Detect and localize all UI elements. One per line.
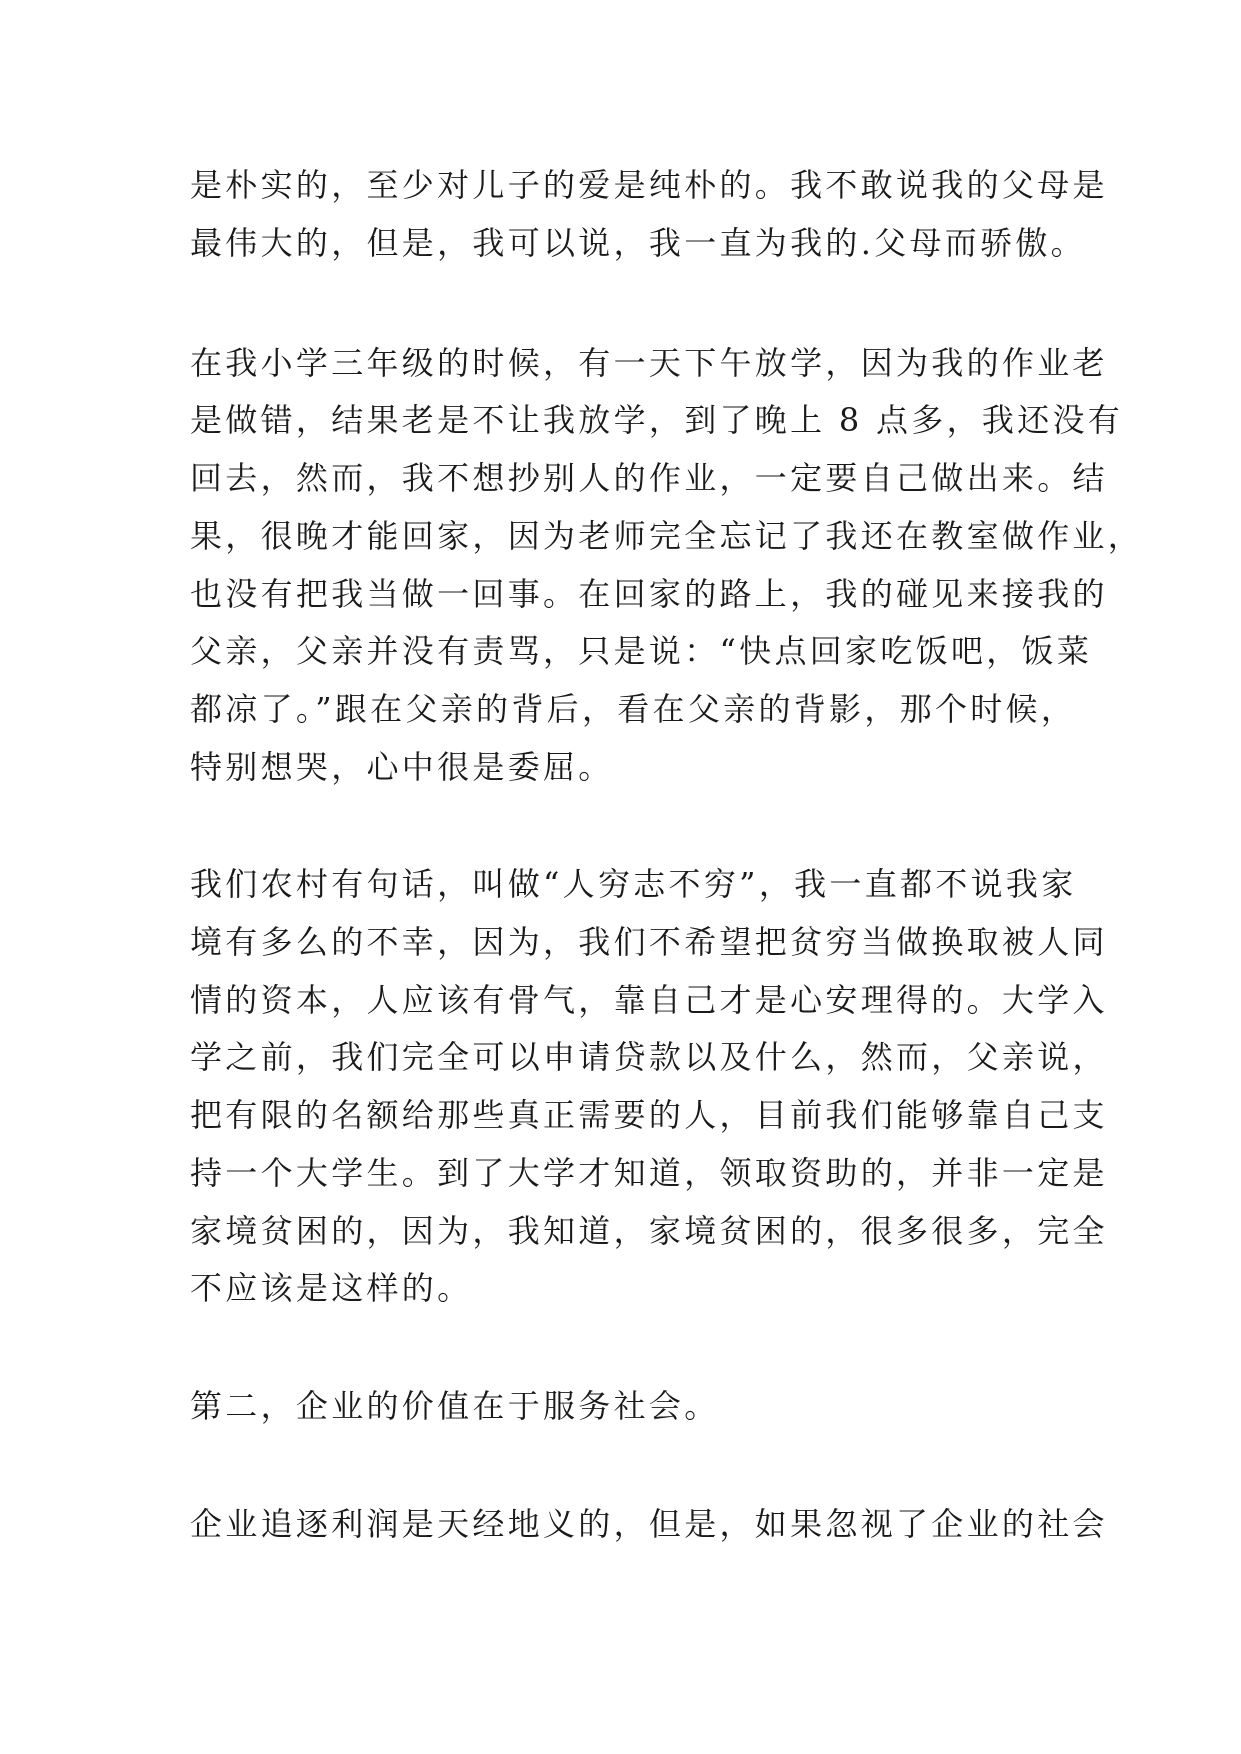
paragraph-2-line-3: 回去，然而，我不想抄别人的作业，一定要自己做出来。结 — [190, 459, 1108, 497]
paragraph-2-line-2: 是做错，结果老是不让我放学，到了晚上 8 点多，我还没有 — [190, 401, 1124, 439]
paragraph-2-line-8: 特别想哭，心中很是委屈。 — [190, 748, 614, 786]
paragraph-2-line-1: 在我小学三年级的时候，有一天下午放学，因为我的作业老 — [190, 344, 1108, 382]
paragraph-3-line-8: 不应该是这样的。 — [190, 1269, 473, 1307]
paragraph-2-line-7: 都凉了。”跟在父亲的背后，看在父亲的背影，那个时候， — [190, 690, 1077, 728]
paragraph-2-line-6: 父亲，父亲并没有责骂，只是说：“快点回家吃饭吧，饭菜 — [190, 632, 1093, 670]
paragraph-2-line-4: 果，很晚才能回家，因为老师完全忘记了我还在教室做作业， — [190, 517, 1144, 555]
paragraph-1-line-1: 是朴实的，至少对儿子的爱是纯朴的。我不敢说我的父母是 — [190, 166, 1108, 204]
paragraph-3-line-2: 境有多么的不幸，因为，我们不希望把贫穷当做换取被人同 — [190, 923, 1108, 961]
paragraph-2-line-5: 也没有把我当做一回事。在回家的路上，我的碰见来接我的 — [190, 575, 1108, 613]
paragraph-5-line-1: 企业追逐利润是天经地义的，但是，如果忽视了企业的社会 — [190, 1505, 1108, 1543]
paragraph-3-line-3: 情的资本，人应该有骨气，靠自己才是心安理得的。大学入 — [190, 981, 1108, 1019]
section-heading: 第二，企业的价值在于服务社会。 — [190, 1387, 720, 1425]
paragraph-3-line-1: 我们农村有句话，叫做“人穷志不穷”，我一直都不说我家 — [190, 865, 1077, 903]
paragraph-3-line-5: 把有限的名额给那些真正需要的人，目前我们能够靠自己支 — [190, 1096, 1108, 1134]
paragraph-3-line-6: 持一个大学生。到了大学才知道，领取资助的，并非一定是 — [190, 1154, 1108, 1192]
paragraph-1-line-2: 最伟大的，但是，我可以说，我一直为我的.父母而骄傲。 — [190, 224, 1086, 262]
paragraph-3-line-4: 学之前，我们完全可以申请贷款以及什么，然而，父亲说， — [190, 1038, 1108, 1076]
paragraph-3-line-7: 家境贫困的，因为，我知道，家境贫困的，很多很多，完全 — [190, 1212, 1108, 1250]
